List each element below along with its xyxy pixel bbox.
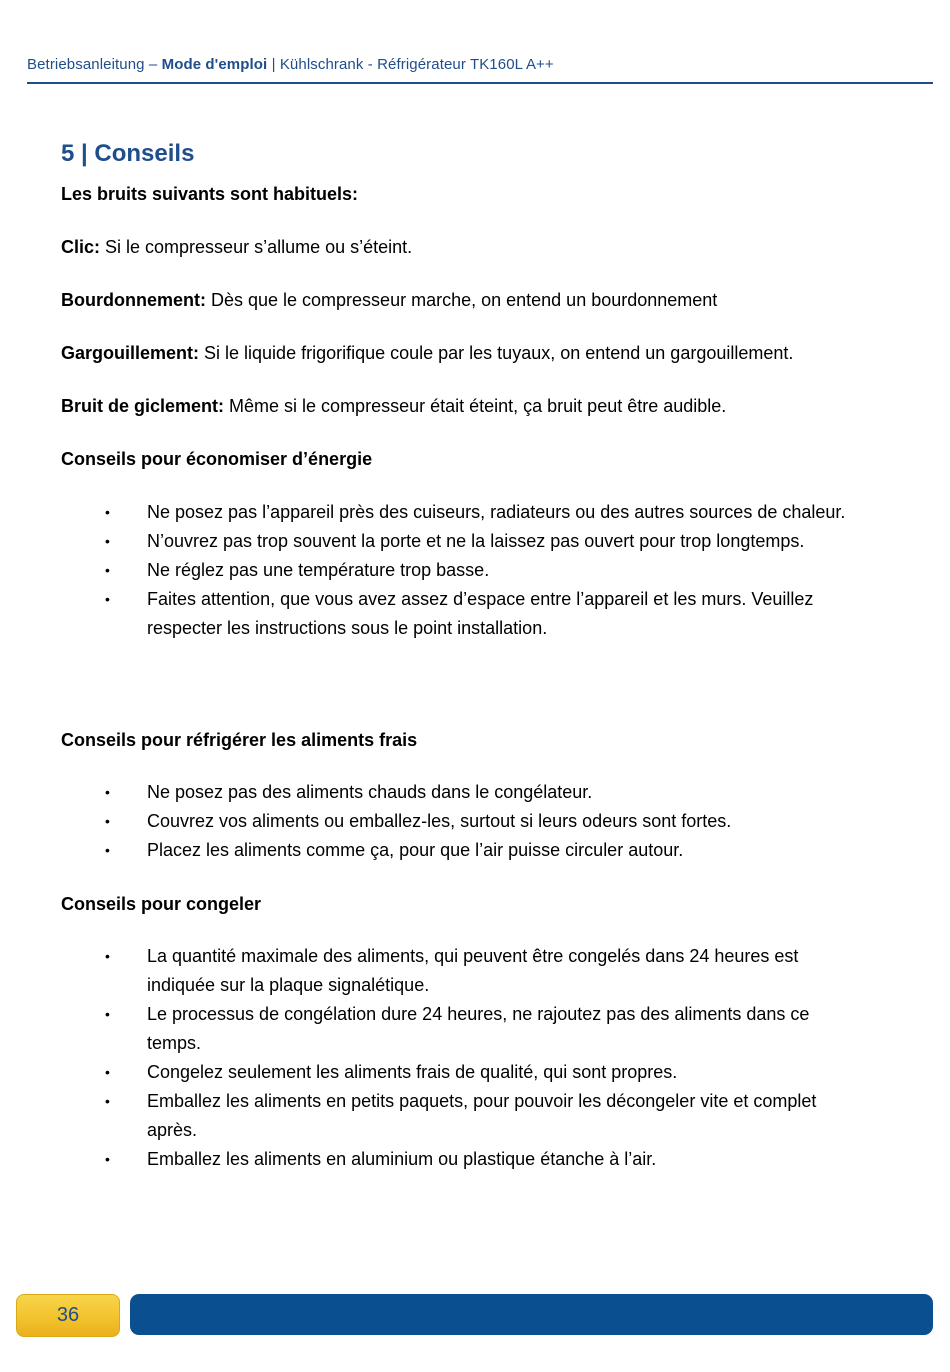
bullet-icon: •: [105, 591, 110, 607]
noise-item-gargouillement: [61, 341, 921, 365]
list-item: [61, 556, 921, 585]
noise-text: Si le liquide frigorifique coule par les tuyaux, on entend un gargouillement.: [199, 343, 794, 363]
list-item: [61, 807, 921, 836]
bullet-icon: •: [105, 842, 110, 858]
list-item-text: Emballez les aliments en aluminium ou plastique étanche à l’air.: [147, 1149, 657, 1169]
bullet-icon: •: [105, 562, 110, 578]
energy-heading: Conseils pour économiser d’énergie: [61, 449, 373, 469]
list-item-text: N’ouvrez pas trop souvent la porte et ne la laissez pas ouvert pour trop longtemps.: [147, 531, 805, 551]
bullet-icon: •: [105, 784, 110, 800]
list-item: [61, 1087, 921, 1145]
list-item-text: Emballez les aliments en petits paquets, pour pouvoir les décongeler vite et complet après.: [147, 1091, 817, 1140]
fresh-heading: Conseils pour réfrigérer les aliments frais: [61, 730, 418, 750]
page-number-badge: 36: [16, 1294, 120, 1337]
list-item: [61, 836, 921, 865]
list-item-text: La quantité maximale des aliments, qui peuvent être congelés dans 24 heures est indiquée sur la plaque signalétique.: [147, 946, 799, 995]
bullet-icon: •: [105, 948, 110, 964]
noise-text: Dès que le compresseur marche, on entend un bourdonnement: [205, 290, 718, 310]
fresh-list: [61, 778, 921, 865]
noise-item-bourdonnement: [61, 288, 921, 312]
noise-term: Gargouillement:: [61, 343, 200, 363]
bullet-icon: •: [105, 813, 110, 829]
list-item-text: Couvrez vos aliments ou emballez-les, surtout si leurs odeurs sont fortes.: [147, 811, 732, 831]
noise-text: Même si le compresseur était éteint, ça bruit peut être audible.: [224, 396, 727, 416]
header-part-1: Betriebsanleitung –: [27, 56, 162, 73]
list-item: [61, 585, 921, 643]
list-item: [61, 527, 921, 556]
list-item-text: Placez les aliments comme ça, pour que l’air puisse circuler autour.: [147, 840, 684, 860]
freeze-heading: Conseils pour congeler: [61, 894, 262, 914]
noise-item-giclement: [61, 394, 921, 418]
bullet-icon: •: [105, 533, 110, 549]
header-divider: [27, 82, 933, 84]
list-item-text: Ne posez pas l’appareil près des cuiseurs, radiateurs ou des autres sources de chaleur.: [147, 502, 846, 522]
bullet-icon: •: [105, 1093, 110, 1109]
list-item-text: Le processus de congélation dure 24 heures, ne rajoutez pas des aliments dans ce temps.: [147, 1004, 810, 1053]
running-header: [27, 56, 933, 73]
noise-term: Bruit de giclement:: [61, 396, 225, 416]
freeze-list: [61, 942, 921, 1174]
footer-bar: [130, 1294, 933, 1335]
noises-heading: Les bruits suivants sont habituels:: [61, 184, 359, 204]
energy-list: [61, 498, 921, 643]
header-part-2: Mode d'emploi: [161, 56, 268, 73]
list-item: [61, 1058, 921, 1087]
list-item: [61, 1000, 921, 1058]
list-item-text: Ne réglez pas une température trop basse.: [147, 560, 490, 580]
noise-term: Bourdonnement:: [61, 290, 206, 310]
header-part-3: | Kühlschrank - Réfrigérateur TK160L A++: [267, 56, 554, 73]
bullet-icon: •: [105, 1064, 110, 1080]
bullet-icon: •: [105, 1151, 110, 1167]
list-item-text: Ne posez pas des aliments chauds dans le congélateur.: [147, 782, 593, 802]
noise-term: Clic:: [61, 237, 101, 257]
bullet-icon: •: [105, 1006, 110, 1022]
list-item: [61, 778, 921, 807]
noise-text: Si le compresseur s’allume ou s’éteint.: [100, 237, 413, 257]
list-item-text: Faites attention, que vous avez assez d’espace entre l’appareil et les murs. Veuillez respecter les instructions sous le point installation.: [147, 589, 814, 638]
list-item: [61, 1145, 921, 1174]
list-item-text: Congelez seulement les aliments frais de qualité, qui sont propres.: [147, 1062, 678, 1082]
list-item: [61, 498, 921, 527]
bullet-icon: •: [105, 504, 110, 520]
noise-item-clic: [61, 235, 921, 259]
list-item: [61, 942, 921, 1000]
section-title: 5 | Conseils: [61, 140, 195, 167]
